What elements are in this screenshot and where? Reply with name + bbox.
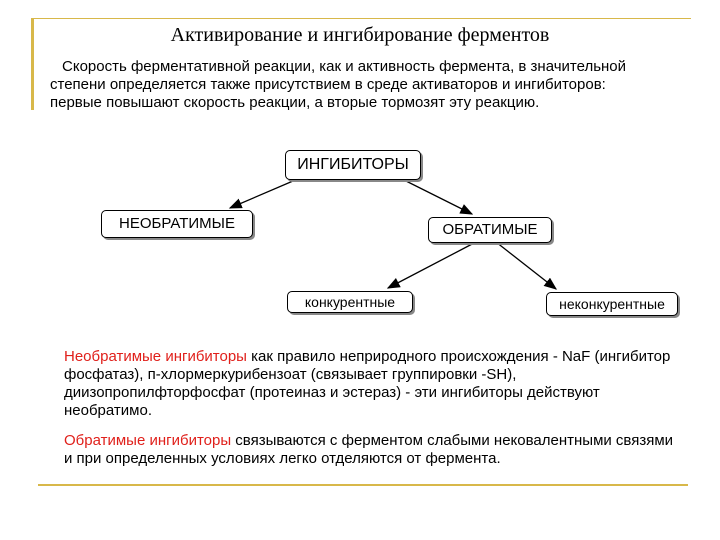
- irreversible-paragraph: [64, 348, 684, 420]
- arrow-to-irreversible: [230, 178, 300, 208]
- arrow-to-reversible: [400, 178, 472, 214]
- noncompetitive-box: неконкурентные: [546, 292, 678, 316]
- bottom-rule: [38, 484, 688, 486]
- page-title: Активирование и ингибирование ферментов: [170, 24, 550, 46]
- reversible-text: связываются с ферментом слабыми нековалентными связями и при определенных условиях легко отделяются от фермента.: [64, 432, 674, 467]
- reversible-paragraph: [64, 432, 684, 468]
- reversible-box: ОБРАТИМЫЕ: [428, 217, 552, 243]
- arrow-to-noncompetitive: [496, 242, 556, 289]
- competitive-box: конкурентные: [287, 291, 413, 313]
- irreversible-term: Необратимые ингибиторы: [64, 348, 247, 365]
- arrow-to-competitive: [388, 242, 476, 288]
- intro-line-3: первые повышают скорость реакции, а вторые тормозят эту реакцию.: [50, 94, 540, 111]
- inhibitors-box: ИНГИБИТОРЫ: [285, 150, 421, 180]
- intro-line-2: степени определяется также присутствием в среде активаторов и ингибиторов:: [50, 76, 606, 93]
- irreversible-box: НЕОБРАТИМЫЕ: [101, 210, 253, 238]
- intro-line-1: Скорость ферментативной реакции, как и активность фермента, в значительной: [62, 58, 627, 75]
- reversible-term: Обратимые ингибиторы: [64, 432, 232, 449]
- irreversible-text: как правило неприродного происхождения - NaF (ингибитор фосфатаз), п-хлормеркурибензоат (связывает группировки -SH), диизопропилфторфосфат (протеиназ и эстераз) - эти ингибиторы действуют необратимо.: [64, 348, 671, 419]
